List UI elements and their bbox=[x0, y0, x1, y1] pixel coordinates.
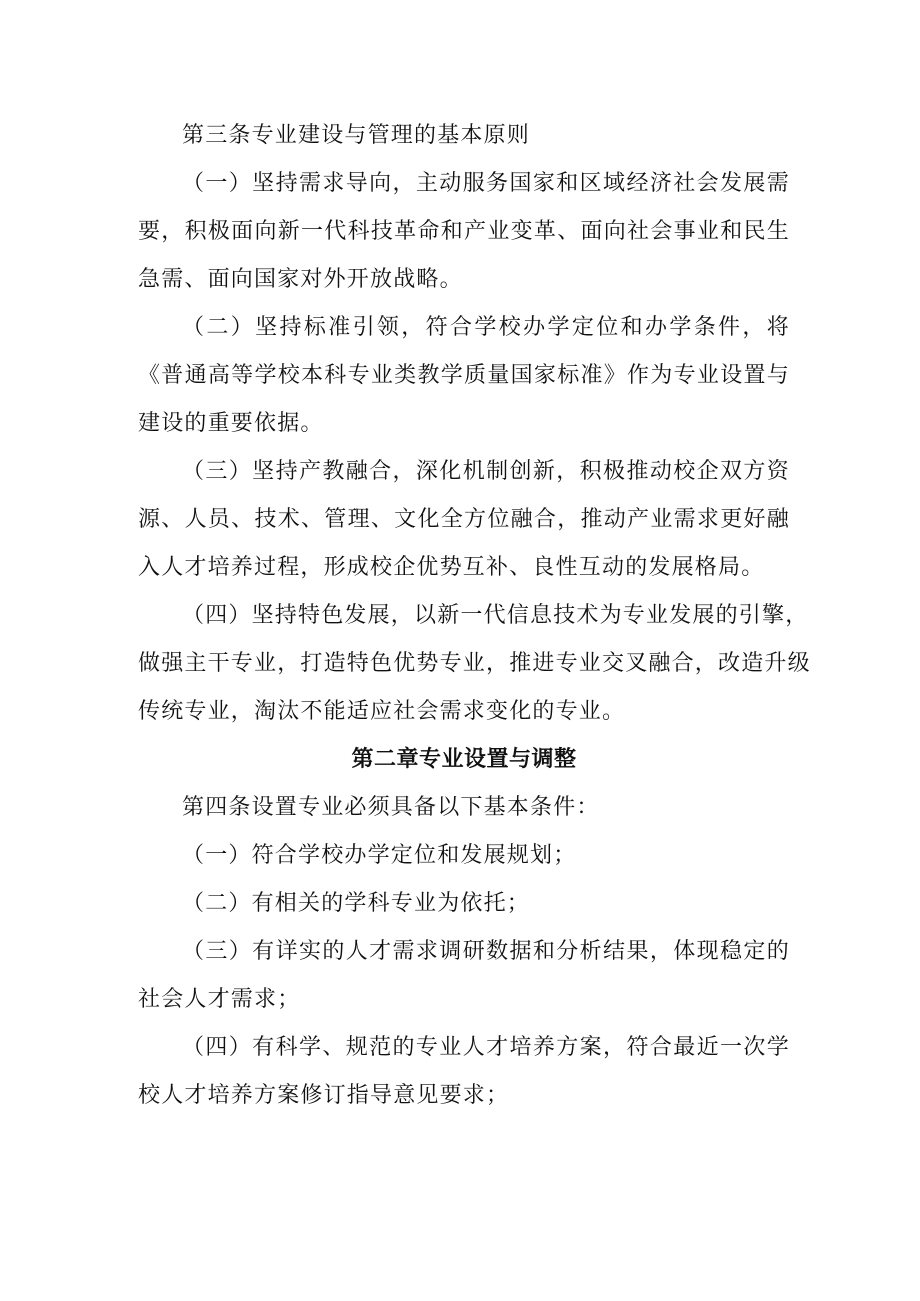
text-line: （三）有详实的人才需求调研数据和分析结果，体现稳定的 bbox=[182, 939, 790, 964]
text-line: （三）坚持产教融合，深化机制创新，积极推动校企双方资 bbox=[182, 459, 790, 484]
text-line: 第四条设置专业必须具备以下基本条件： bbox=[182, 795, 600, 820]
article-4-item-2 bbox=[138, 880, 790, 928]
document-body bbox=[138, 112, 811, 1120]
text-line: 做强主干专业，打造特色优势专业，推进专业交叉融合，改造升级 bbox=[138, 651, 811, 676]
text-line: （一）符合学校办学定位和发展规划； bbox=[182, 843, 577, 868]
text-line: 建设的重要依据。 bbox=[138, 411, 324, 436]
article-4-item-4 bbox=[138, 1024, 790, 1120]
article-3-item-1 bbox=[138, 160, 790, 304]
text-line: 《普通高等学校本科专业类教学质量国家标准》作为专业设置与 bbox=[138, 363, 790, 388]
article-3-item-4 bbox=[138, 592, 811, 736]
article-3-title bbox=[138, 112, 790, 160]
text-line: 社会人才需求； bbox=[138, 987, 301, 1012]
text-line: 校人才培养方案修订指导意见要求； bbox=[138, 1083, 510, 1108]
text-line: 第三条专业建设与管理的基本原则 bbox=[182, 123, 531, 148]
text-line: 源、人员、技术、管理、文化全方位融合，推动产业需求更好融 bbox=[138, 507, 790, 532]
article-3-item-2 bbox=[138, 304, 790, 448]
article-4-title bbox=[138, 784, 790, 832]
article-3-item-3 bbox=[138, 448, 790, 592]
text-line: 要，积极面向新一代科技革命和产业变革、面向社会事业和民生 bbox=[138, 219, 790, 244]
text-line: （二）坚持标准引领，符合学校办学定位和办学条件，将 bbox=[182, 315, 790, 340]
article-4-item-3 bbox=[138, 928, 790, 1024]
text-line: （四）有科学、规范的专业人才培养方案，符合最近一次学 bbox=[182, 1035, 790, 1060]
article-4-item-1 bbox=[138, 832, 790, 880]
text-line: （二）有相关的学科专业为依托； bbox=[182, 891, 531, 916]
text-line: 急需、面向国家对外开放战略。 bbox=[138, 267, 463, 292]
text-line: 传统专业，淘汰不能适应社会需求变化的专业。 bbox=[138, 699, 626, 724]
text-line: （一）坚持需求导向，主动服务国家和区域经济社会发展需 bbox=[182, 171, 790, 196]
text-line: （四）坚持特色发展，以新一代信息技术为专业发展的引擎， bbox=[182, 603, 809, 628]
chapter-2-heading: 第二章专业设置与调整 bbox=[351, 747, 577, 772]
text-line: 入人才培养过程，形成校企优势互补、良性互动的发展格局。 bbox=[138, 555, 765, 580]
